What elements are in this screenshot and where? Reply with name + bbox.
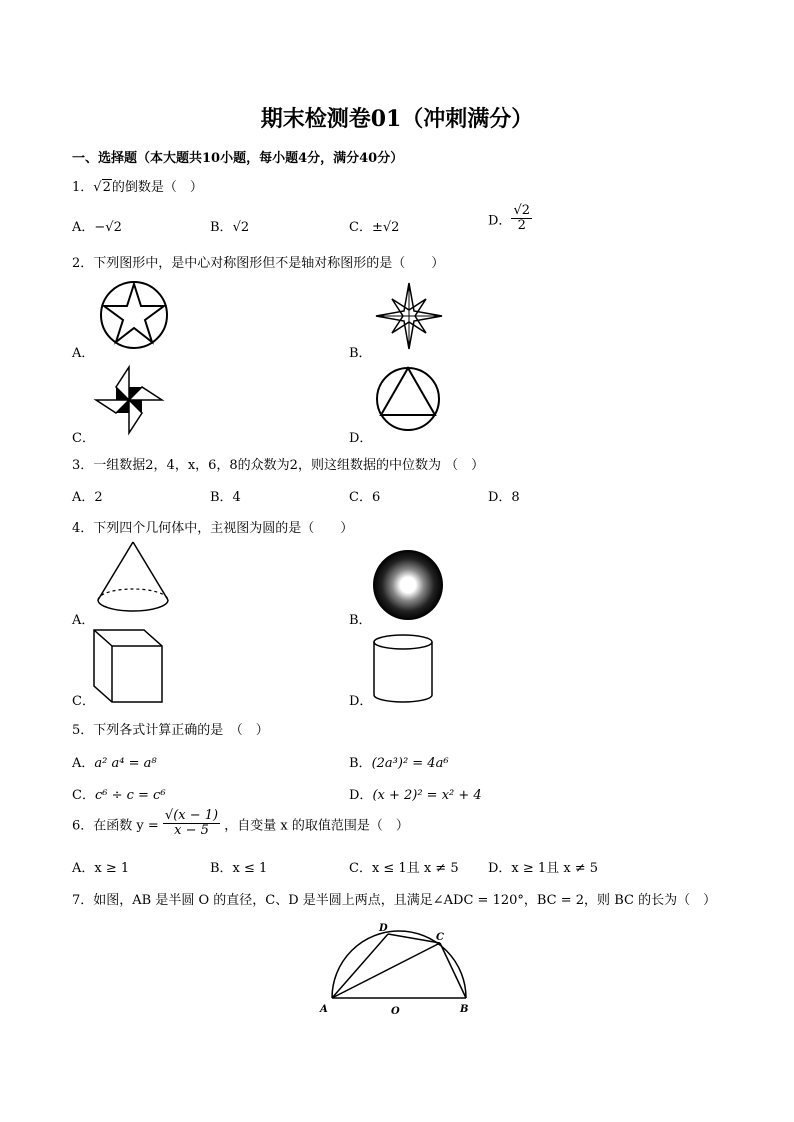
q6-fraction-num: √(x − 1) <box>164 808 219 823</box>
q2-figure-a-star-in-circle <box>99 280 169 350</box>
q2-option-c-label[interactable]: C． <box>72 431 95 446</box>
q5-option-a[interactable] <box>72 752 157 771</box>
q5-option-b[interactable] <box>349 752 449 771</box>
q7-semicircle-diagram <box>318 918 478 1018</box>
q6-fraction-den: x − 5 <box>174 823 209 839</box>
q5-option-c-label: C． <box>72 788 95 803</box>
q1-option-a-value: −√2 <box>94 220 122 235</box>
question-4-stem: 4．下列四个几何体中，主视图为圆的是（ ） <box>72 521 354 536</box>
q1-option-a[interactable] <box>72 216 122 235</box>
q1-option-b[interactable] <box>210 216 249 235</box>
q6-option-c[interactable]: C．x ≤ 1且 x ≠ 5 <box>349 861 459 876</box>
q2-figure-c-pinwheel <box>96 367 162 433</box>
q4-figure-a-cone <box>95 540 171 614</box>
q2-option-b-label[interactable]: B． <box>349 346 372 361</box>
q4-figure-b-sphere <box>372 549 444 621</box>
q3-option-d[interactable]: D．8 <box>488 490 520 505</box>
section-heading: 一、选择题（本大题共10小题，每小题4分，满分40分） <box>72 151 404 166</box>
q6-option-d[interactable]: D．x ≥ 1且 x ≠ 5 <box>488 861 599 876</box>
q6-function-fraction <box>163 809 220 839</box>
q2-figure-d-triangle-in-circle <box>375 366 441 432</box>
q1-option-b-label: B． <box>210 220 233 235</box>
q1-option-b-value: √2 <box>232 220 250 235</box>
q7-label-a: A <box>320 1004 328 1015</box>
question-5-stem: 5．下列各式计算正确的是 （ ） <box>72 723 269 738</box>
q6-option-a[interactable]: A．x ≥ 1 <box>72 861 130 876</box>
q4-option-a-label[interactable]: A． <box>72 613 95 628</box>
q6-option-b[interactable]: B．x ≤ 1 <box>210 861 268 876</box>
q5-option-b-expr: (2a³)² = 4a⁶ <box>371 756 449 771</box>
q7-label-b: B <box>460 1004 469 1015</box>
q2-figure-b-compass-star <box>376 283 442 349</box>
question-3-stem: 3．一组数据2，4，x，6，8的众数为2，则这组数据的中位数为 （ ） <box>72 458 485 473</box>
question-6-stem <box>72 809 409 839</box>
q5-option-d-label: D． <box>349 788 373 803</box>
q1-option-d-fraction <box>511 204 532 234</box>
q5-option-a-expr: a² a⁴ = a⁸ <box>94 756 157 771</box>
q6-stem-pre: 6．在函数 y = <box>72 818 159 834</box>
q1-option-c-value: ±√2 <box>371 220 400 235</box>
q1-stem-text: 的倒数是（ ） <box>111 180 203 195</box>
q5-option-b-label: B． <box>349 756 372 771</box>
q1-option-d[interactable] <box>488 204 532 234</box>
q5-option-a-label: A． <box>72 756 95 771</box>
q7-label-c: C <box>436 932 444 943</box>
q5-option-d-expr: (x + 2)² = x² + 4 <box>372 788 482 803</box>
q1-option-c-label: C． <box>349 220 372 235</box>
q1-sqrt: √2 <box>93 180 111 195</box>
question-7-stem: 7．如图，AB 是半圆 O 的直径，C、D 是半圆上两点，且满足∠ADC = 120°，BC = 2，则 BC 的长为（ ） <box>72 893 717 908</box>
page-title: 期末检测卷01（冲刺满分） <box>260 106 534 132</box>
q4-option-d-label[interactable]: D． <box>349 694 373 709</box>
q4-figure-d-cylinder <box>372 634 434 704</box>
q4-option-c-label[interactable]: C． <box>72 694 95 709</box>
q6-stem-post: ，自变量 x 的取值范围是（ ） <box>224 818 409 834</box>
q1-option-a-label: A． <box>72 220 95 235</box>
q2-option-a-label[interactable]: A． <box>72 346 95 361</box>
q4-option-b-label[interactable]: B． <box>349 613 372 628</box>
q7-label-d: D <box>379 923 388 934</box>
q5-option-d[interactable] <box>349 784 482 803</box>
q1-option-c[interactable] <box>349 216 399 235</box>
q3-option-a[interactable]: A．2 <box>72 490 103 505</box>
q5-option-c-expr: c⁶ ÷ c = c⁶ <box>94 788 166 803</box>
q3-option-c[interactable]: C．6 <box>349 490 381 505</box>
question-1-stem <box>72 176 203 195</box>
question-2-stem: 2．下列图形中，是中心对称图形但不是轴对称图形的是（ ） <box>72 256 445 271</box>
q1-option-d-den: 2 <box>517 218 526 234</box>
q1-option-d-num: √2 <box>513 203 530 218</box>
q3-option-b[interactable]: B．4 <box>210 490 241 505</box>
q5-option-c[interactable] <box>72 784 166 803</box>
q1-number: 1． <box>72 180 94 195</box>
q1-radicand: 2 <box>102 180 111 195</box>
q4-figure-c-cube <box>94 630 164 704</box>
q2-option-d-label[interactable]: D． <box>349 431 373 446</box>
q1-option-d-label: D． <box>488 213 512 229</box>
q7-label-o: O <box>391 1006 400 1017</box>
